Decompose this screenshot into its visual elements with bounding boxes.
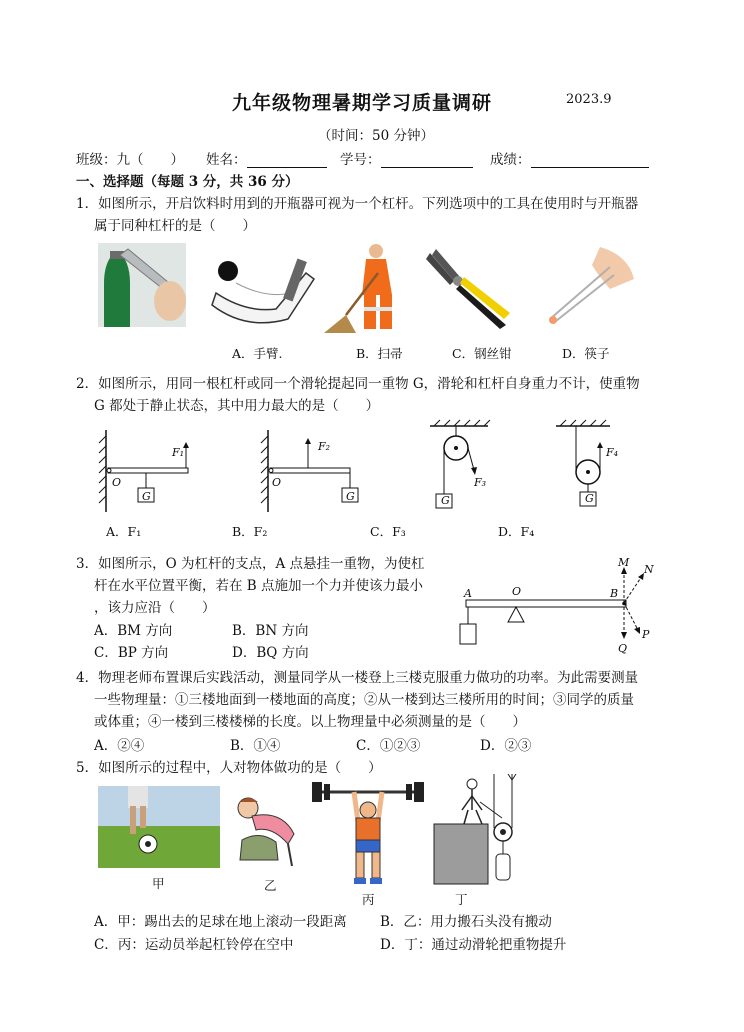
movable-pulley-g-label: G — [585, 492, 594, 505]
id-blank[interactable] — [381, 153, 473, 168]
name-field[interactable] — [206, 148, 327, 168]
q2-option-a[interactable]: A．F₁ — [106, 524, 142, 539]
lever-q3-diagram — [456, 556, 666, 660]
class-label: 班级：九（ ） — [76, 152, 184, 168]
q3-line3: ，该力应沿（ ） — [94, 600, 216, 616]
weightlifter-image — [310, 780, 426, 888]
q1-line1: 1．如图所示，开启饮料时用到的开瓶器可视为一个杠杆。下列选项中的工具在使用时与开瓶器 — [76, 196, 639, 212]
q5-caption-jia: 甲 — [152, 876, 165, 891]
q3-line1: 3．如图所示，O 为杠杆的支点，A 点悬挂一重物，为使杠 — [76, 556, 425, 572]
id-label: 学号： — [340, 152, 381, 168]
q1-option-d[interactable]: D．筷子 — [562, 346, 610, 361]
q5-option-d[interactable]: D．丁：通过动滑轮把重物提升 — [380, 937, 567, 953]
class-field[interactable] — [76, 148, 184, 168]
q2-line2: G 都处于静止状态，其中用力最大的是（ ） — [94, 398, 380, 414]
lever-a-g-label: G — [142, 490, 151, 503]
q3-m-label: M — [618, 556, 630, 569]
lever-b-o-label: O — [272, 476, 282, 489]
score-field[interactable] — [490, 148, 649, 168]
exam-date: 2023.9 — [566, 92, 612, 107]
fixed-pulley-g-label: G — [441, 494, 450, 507]
q5-caption-bing: 丙 — [362, 892, 375, 907]
q3-option-c[interactable]: C．BP 方向 — [94, 645, 169, 661]
q5-caption-yi: 乙 — [264, 878, 277, 893]
q2-option-d[interactable]: D．F₄ — [498, 524, 535, 539]
q3-line2: 杆在水平位置平衡，若在 B 点施加一个力并使该力最小 — [94, 578, 424, 594]
q3-b-label: B — [610, 587, 619, 600]
q3-o-label: O — [512, 585, 522, 598]
q3-option-b[interactable]: B．BN 方向 — [232, 623, 309, 639]
lever-a-o-label: O — [112, 476, 122, 489]
q1-option-a[interactable]: A．手臂. — [232, 346, 283, 361]
q5-option-b[interactable]: B．乙：用力搬石头没有搬动 — [380, 914, 552, 930]
q2-line1: 2．如图所示，用同一根杠杆或同一个滑轮提起同一重物 G，滑轮和杠杆自身重力不计，使重物 — [76, 376, 640, 392]
q3-n-label: N — [644, 563, 654, 576]
broom-image — [322, 243, 408, 335]
page-title: 九年级物理暑期学习质量调研 — [232, 92, 493, 114]
soccer-image — [98, 786, 220, 868]
fixed-pulley-f3-label: F₃ — [474, 476, 487, 489]
name-label: 姓名： — [206, 152, 247, 168]
lever-a-f1-label: F₁ — [172, 446, 185, 459]
q4-option-a[interactable]: A．②④ — [94, 738, 145, 754]
name-blank[interactable] — [247, 153, 327, 168]
pliers-image — [424, 247, 512, 329]
lever-a-diagram — [96, 430, 206, 512]
section-heading: 一、选择题（每题 3 分，共 36 分） — [76, 174, 299, 190]
arm-image — [206, 253, 318, 331]
lever-b-g-label: G — [346, 490, 355, 503]
q4-line2: 一些物理量：①三楼地面到一楼地面的高度；②从一楼到达三楼所用的时间；③同学的质量 — [94, 692, 634, 708]
q4-option-b[interactable]: B．①④ — [230, 738, 281, 754]
bottle-opener-image — [98, 243, 186, 327]
lever-b-f2-label: F₂ — [318, 440, 331, 453]
q4-line1: 4．物理老师布置课后实践活动，测量同学从一楼登上三楼克服重力做功的功率。为此需要测量 — [76, 670, 639, 686]
q4-option-c[interactable]: C．①②③ — [356, 738, 421, 754]
score-blank[interactable] — [531, 153, 649, 168]
q4-option-d[interactable]: D．②③ — [480, 738, 532, 754]
movable-pulley-f4-label: F₄ — [606, 446, 619, 459]
q5-line1: 5．如图所示的过程中，人对物体做功的是（ ） — [76, 760, 382, 776]
q2-option-b[interactable]: B．F₂ — [232, 524, 268, 539]
q2-option-c[interactable]: C．F₃ — [370, 524, 406, 539]
q3-q-label: Q — [618, 642, 628, 655]
id-field[interactable] — [340, 148, 473, 168]
q4-line3: 或体重；④一楼到三楼楼梯的长度。以上物理量中必须测量的是（ ） — [94, 714, 526, 730]
q3-option-a[interactable]: A．BM 方向 — [94, 623, 173, 639]
score-label: 成绩： — [490, 152, 531, 168]
fixed-pulley-diagram — [428, 420, 498, 512]
q1-option-c[interactable]: C．钢丝钳 — [452, 346, 512, 361]
lifting-stone-image — [232, 796, 302, 868]
q1-option-b[interactable]: B．扫帚 — [356, 346, 403, 361]
q5-option-a[interactable]: A．甲：踢出去的足球在地上滚动一段距离 — [94, 914, 347, 930]
time-note: （时间：50 分钟） — [318, 128, 434, 144]
q1-line2: 属于同种杠杆的是（ ） — [94, 218, 256, 234]
pulley-lift-image — [432, 774, 522, 886]
q3-a-label: A — [464, 587, 472, 600]
chopsticks-image — [540, 245, 636, 325]
q5-caption-ding: 丁 — [455, 892, 468, 907]
q5-option-c[interactable]: C．丙：运动员举起杠铃停在空中 — [94, 937, 294, 953]
q3-p-label: P — [642, 628, 650, 641]
q3-option-d[interactable]: D．BQ 方向 — [232, 645, 309, 661]
